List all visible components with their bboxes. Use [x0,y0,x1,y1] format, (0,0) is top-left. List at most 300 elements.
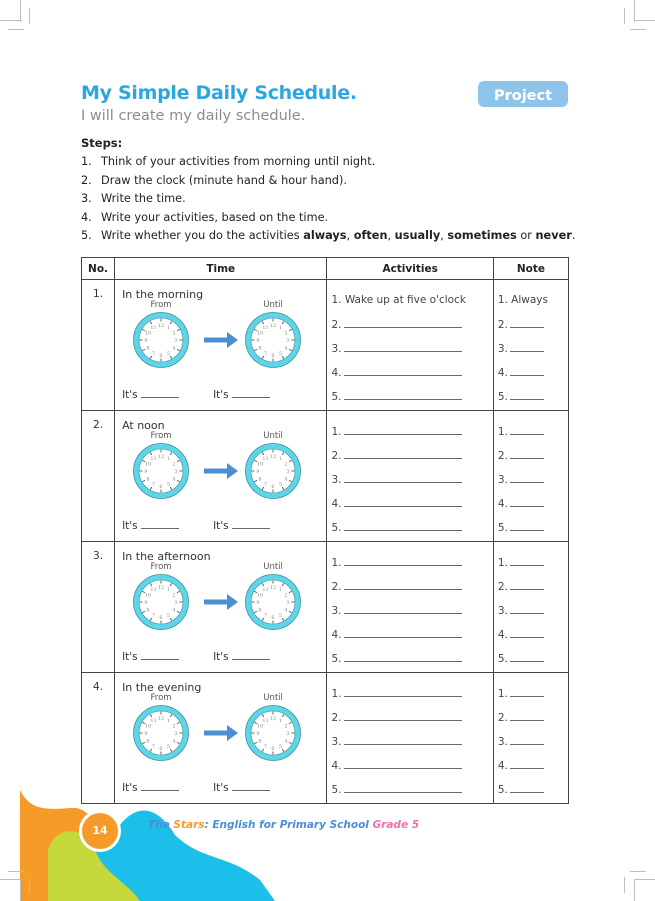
clock-number: 6 [159,615,163,621]
clock-number: 8 [258,345,262,352]
crop-mark [624,8,625,24]
step-item [81,227,575,246]
clock-number: 6 [271,746,275,752]
clock-number: 3 [286,731,290,737]
step-text: Write whether you do the activities [101,229,304,243]
activity-text: 5. [331,391,342,403]
note-blank[interactable] [510,445,544,459]
note-line[interactable] [498,707,568,731]
until-label: Until [263,300,283,310]
step-text: Think of your activities from morning until night. [101,155,376,168]
separator: . [571,229,576,243]
keyword-never: never [535,229,572,243]
clock-number: 1 [278,325,283,332]
activity-blank[interactable] [344,755,462,769]
clock-number: 4 [284,738,288,745]
note-line[interactable] [498,648,568,672]
time-blank[interactable] [141,646,179,660]
activity-blank[interactable] [344,552,462,566]
clock-number: 2 [172,723,176,730]
activity-line[interactable] [331,314,492,338]
until-time-answer[interactable] [213,646,270,663]
crop-mark [634,879,655,880]
note-text: 3. [497,605,508,617]
activity-text: 3. [331,736,342,748]
note-text: 2. [497,319,508,331]
clock-number: 10 [144,461,152,468]
note-text: 1. [497,688,508,700]
activity-text: 4. [331,498,342,510]
note-text: 1. [497,426,508,438]
clock-number: 2 [172,592,176,599]
crop-mark [29,877,30,893]
time-cell [115,542,327,673]
time-blank[interactable] [232,515,270,529]
keyword-often: often [353,229,388,243]
note-text: 5. [497,653,508,665]
until-time-answer[interactable] [213,384,270,401]
activity-text: 3. [331,474,342,486]
time-blank[interactable] [141,384,179,398]
note-line[interactable] [498,314,568,338]
activity-line[interactable] [331,707,492,731]
clock-number: 9 [144,338,148,344]
crop-mark [634,880,635,901]
until-clock[interactable] [243,441,303,501]
note-line[interactable] [498,576,568,600]
book-title-the: The [148,819,174,831]
note-line[interactable] [498,338,568,362]
clock-number: 7 [263,612,268,619]
activity-line[interactable] [331,386,492,410]
note-text: 4. [497,367,508,379]
activity-line[interactable] [331,421,492,445]
activity-line[interactable] [331,576,492,600]
clock-number: 3 [286,338,290,344]
clock-number: 1 [278,587,283,594]
clock-number: 5 [166,612,171,619]
clock-number: 7 [263,743,268,750]
clock-number: 9 [256,731,260,737]
clock-number: 6 [159,746,163,752]
clock-number: 1 [278,456,283,463]
activity-blank[interactable] [344,386,462,400]
activity-line[interactable] [331,755,492,779]
step-number: 1. [81,155,92,168]
clock-number: 8 [146,476,150,483]
clock-number: 12 [157,323,165,329]
activity-line[interactable] [331,552,492,576]
note-line[interactable] [498,469,568,493]
note-line[interactable] [498,386,568,410]
book-title [148,819,419,831]
note-blank[interactable] [510,683,544,697]
note-line[interactable] [498,493,568,517]
from-clock[interactable] [131,310,191,370]
activity-blank[interactable] [344,600,462,614]
activity-blank[interactable] [344,683,462,697]
note-text: 5. [497,784,508,796]
clock-number: 9 [144,600,148,606]
note-line[interactable] [498,600,568,624]
book-title-grade: Grade 5 [372,819,420,831]
activity-blank[interactable] [344,362,462,376]
activity-line[interactable] [331,469,492,493]
activity-text: 5. [331,784,342,796]
time-blank[interactable] [232,384,270,398]
activity-blank[interactable] [344,707,462,721]
separator: , [440,229,448,243]
note-line[interactable] [498,421,568,445]
step-item [81,209,575,228]
clock-number: 5 [278,350,283,357]
crop-mark [630,871,646,872]
header-note: Note [493,258,568,280]
step-item [81,172,575,191]
its-label: It's [122,782,138,794]
clock-number: 3 [174,338,178,344]
activity-text: 1. [331,557,342,569]
activity-blank[interactable] [344,517,462,531]
project-badge: Project [478,81,568,107]
step-text: Draw the clock (minute hand & hour hand). [101,173,347,187]
table-row [82,280,569,411]
until-clock[interactable] [243,572,303,632]
note-line[interactable] [498,362,568,386]
note-text: 3. [497,343,508,355]
right-arrow-icon [203,593,239,611]
note-blank[interactable] [510,707,544,721]
note-blank[interactable] [510,600,544,614]
note-line[interactable] [498,731,568,755]
crop-mark [634,0,635,22]
row-number: 4. [82,673,115,804]
step-item [81,190,575,209]
activity-blank[interactable] [344,624,462,638]
note-cell [493,542,568,673]
separator: , [346,229,354,243]
note-blank[interactable] [510,314,544,328]
clock-number: 11 [262,718,269,725]
clock-number: 7 [151,743,156,750]
clock-number: 12 [157,585,165,591]
keyword-sometimes: sometimes [447,229,517,243]
from-time-answer[interactable] [122,646,179,663]
activity-blank[interactable] [344,648,462,662]
table-row [82,411,569,542]
activity-text: 1. Wake up at five o'clock [331,294,466,306]
from-clock[interactable] [131,703,191,763]
clock-number: 9 [256,600,260,606]
activity-text: 2. [331,712,342,724]
period-label: In the morning [122,288,204,301]
clock-number: 2 [172,461,176,468]
page-title: My Simple Daily Schedule. [81,82,357,104]
steps-list [81,153,575,246]
clock-number: 1 [166,456,171,463]
note-blank[interactable] [510,576,544,590]
separator: , [387,229,395,243]
clock-number: 5 [166,481,171,488]
step-number: 3. [81,192,92,206]
activity-line[interactable] [331,338,492,362]
activity-line[interactable] [331,445,492,469]
its-label: It's [122,651,138,663]
clock-number: 5 [278,481,283,488]
note-blank[interactable] [510,552,544,566]
from-clock[interactable] [131,572,191,632]
clock-number: 7 [263,350,268,357]
note-blank[interactable] [510,421,544,435]
activity-line[interactable] [331,290,492,314]
activity-blank[interactable] [344,338,462,352]
row-number: 3. [82,542,115,673]
right-arrow-icon [203,331,239,349]
clock-number: 11 [262,325,269,332]
time-blank[interactable] [141,515,179,529]
clock-number: 6 [271,353,275,359]
period-label: At noon [122,419,165,432]
its-label: It's [213,389,229,401]
note-blank[interactable] [510,338,544,352]
table-row [82,542,569,673]
note-blank[interactable] [510,517,544,531]
clock-number: 12 [269,716,277,722]
activity-blank[interactable] [344,731,462,745]
crop-mark [8,29,24,30]
crop-mark [8,871,24,872]
note-cell [493,411,568,542]
clock-number: 8 [258,738,262,745]
clock-number: 5 [166,743,171,750]
note-blank[interactable] [510,386,544,400]
crop-mark [634,20,655,21]
note-text: 4. [497,498,508,510]
book-title-rest: : English for Primary School [204,819,373,831]
crop-mark [29,8,30,24]
separator: or [516,229,536,243]
note-line[interactable] [498,445,568,469]
clock-number: 1 [278,718,283,725]
clock-number: 2 [284,723,288,730]
note-text: 4. [497,760,508,772]
note-text: 1. [497,557,508,569]
clock-number: 8 [258,476,262,483]
clock-number: 11 [150,718,157,725]
note-text: 3. [497,474,508,486]
header-activities: Activities [327,258,493,280]
its-label: It's [213,520,229,532]
clock-number: 12 [269,454,277,460]
activity-text: 1. [331,426,342,438]
clock-number: 4 [172,738,176,745]
clock-number: 3 [286,469,290,475]
clock-number: 9 [256,469,260,475]
activity-blank[interactable] [344,421,462,435]
step-number: 2. [81,173,92,187]
clock-number: 11 [150,456,157,463]
from-time-answer[interactable] [122,384,179,401]
note-text: 5. [497,522,508,534]
crop-mark [0,20,22,21]
clock-number: 10 [144,592,152,599]
clock-number: 1 [166,718,171,725]
activity-line[interactable] [331,600,492,624]
activity-line[interactable] [331,683,492,707]
clock-number: 8 [146,345,150,352]
clock-number: 6 [271,615,275,621]
clock-number: 11 [262,456,269,463]
crop-mark [630,29,646,30]
clock-number: 11 [150,587,157,594]
clock-number: 7 [263,481,268,488]
note-line[interactable] [498,683,568,707]
right-arrow-icon [203,724,239,742]
clock-number: 1 [166,325,171,332]
note-text: 2. [497,712,508,724]
clock-number: 6 [271,484,275,490]
clock-number: 9 [144,469,148,475]
note-blank[interactable] [510,624,544,638]
activity-line[interactable] [331,731,492,755]
until-time-answer[interactable] [213,515,270,532]
keyword-usually: usually [394,229,441,243]
clock-number: 6 [159,484,163,490]
activity-blank[interactable] [344,314,462,328]
row-number: 1. [82,280,115,411]
page-subtitle: I will create my daily schedule. [81,108,306,124]
header-time: Time [115,258,327,280]
clock-number: 4 [284,476,288,483]
clock-number: 11 [150,325,157,332]
activity-line[interactable] [331,517,492,541]
note-text: 3. [497,736,508,748]
note-line[interactable] [498,755,568,779]
clock-number: 10 [256,723,264,730]
activity-blank[interactable] [344,469,462,483]
clock-number: 7 [151,350,156,357]
clock-number: 12 [269,585,277,591]
clock-number: 4 [172,345,176,352]
note-text: 2. [497,581,508,593]
clock-number: 3 [174,469,178,475]
until-label: Until [263,693,283,703]
from-label: From [150,431,172,441]
clock-number: 10 [144,723,152,730]
note-line[interactable] [498,624,568,648]
crop-mark [20,880,21,901]
clock-number: 5 [278,743,283,750]
note-cell [493,280,568,411]
schedule-table [81,257,569,804]
note-line[interactable] [498,552,568,576]
steps-heading: Steps: [81,136,123,150]
activity-text: 4. [331,629,342,641]
from-clock[interactable] [131,441,191,501]
activity-blank[interactable] [344,576,462,590]
clock-number: 11 [262,587,269,594]
from-time-answer[interactable] [122,515,179,532]
period-label: In the evening [122,681,202,694]
activities-cell [327,542,493,673]
its-label: It's [122,389,138,401]
clock-number: 7 [151,481,156,488]
from-label: From [150,693,172,703]
crop-mark [624,877,625,893]
clock-number: 2 [172,330,176,337]
activity-text: 2. [331,450,342,462]
right-arrow-icon [203,462,239,480]
note-blank[interactable] [510,755,544,769]
clock-number: 12 [269,323,277,329]
until-label: Until [263,431,283,441]
time-cell [115,280,327,411]
until-clock[interactable] [243,703,303,763]
until-clock[interactable] [243,310,303,370]
step-item [81,153,575,172]
note-text: 2. [497,450,508,462]
note-line[interactable] [498,517,568,541]
activity-text: 5. [331,653,342,665]
activity-line[interactable] [331,362,492,386]
note-blank[interactable] [510,648,544,662]
activity-text: 1. [331,688,342,700]
period-label: In the afternoon [122,550,211,563]
note-text: 5. [497,391,508,403]
from-label: From [150,300,172,310]
note-blank[interactable] [510,731,544,745]
step-text: Write your activities, based on the time. [101,210,329,224]
its-label: It's [122,520,138,532]
book-title-stars: Stars [173,819,205,831]
clock-number: 8 [146,738,150,745]
step-number: 5. [81,229,92,243]
clock-number: 8 [146,607,150,614]
clock-number: 3 [286,600,290,606]
note-text: 4. [497,629,508,641]
activities-cell [327,411,493,542]
time-cell [115,411,327,542]
note-line[interactable] [498,290,568,314]
note-text: 1. Always [497,294,548,306]
from-label: From [150,562,172,572]
clock-number: 2 [284,592,288,599]
activities-cell [327,280,493,411]
page-number: 14 [79,810,121,852]
activity-blank[interactable] [344,445,462,459]
activity-text: 3. [331,605,342,617]
time-blank[interactable] [232,646,270,660]
activity-blank[interactable] [344,493,462,507]
clock-number: 6 [159,353,163,359]
note-blank[interactable] [510,469,544,483]
activity-line[interactable] [331,493,492,517]
clock-number: 2 [284,461,288,468]
activity-line[interactable] [331,648,492,672]
clock-number: 12 [157,716,165,722]
activity-line[interactable] [331,624,492,648]
clock-number: 3 [174,600,178,606]
clock-number: 5 [166,350,171,357]
clock-number: 1 [166,587,171,594]
activity-text: 5. [331,522,342,534]
clock-number: 10 [256,330,264,337]
activity-text: 2. [331,319,342,331]
clock-number: 9 [144,731,148,737]
note-blank[interactable] [510,493,544,507]
table-header-row [82,258,569,280]
note-blank[interactable] [510,362,544,376]
